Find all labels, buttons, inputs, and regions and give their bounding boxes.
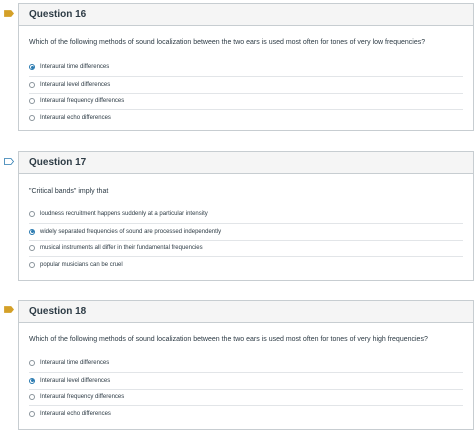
flag-filled-icon[interactable] — [4, 10, 14, 17]
radio-icon[interactable] — [29, 211, 35, 217]
answer-option[interactable] — [29, 256, 463, 273]
answer-option[interactable] — [29, 372, 463, 389]
question-prompt: "Critical bands" imply that — [29, 188, 109, 195]
answer-option[interactable] — [29, 76, 463, 93]
answer-option[interactable] — [29, 206, 463, 223]
question-header — [19, 301, 473, 323]
question-18-card — [18, 300, 474, 430]
answer-option[interactable] — [29, 355, 463, 372]
question-16-card — [18, 3, 474, 131]
question-title: Question 18 — [29, 306, 87, 317]
radio-icon[interactable] — [29, 360, 35, 366]
question-header — [19, 152, 473, 174]
radio-selected-icon[interactable] — [29, 378, 35, 384]
question-title: Question 16 — [29, 9, 87, 20]
radio-icon[interactable] — [29, 262, 35, 268]
question-header — [19, 4, 473, 26]
answer-option[interactable] — [29, 93, 463, 110]
answer-label: Interaural frequency differences — [40, 98, 125, 105]
answer-label: Interaural frequency differences — [40, 394, 125, 401]
answer-option[interactable] — [29, 389, 463, 406]
question-prompt: Which of the following methods of sound localization between the two ears is used most often for tones of very low frequencies? — [29, 39, 426, 46]
radio-icon[interactable] — [29, 394, 35, 400]
answer-label: widely separated frequencies of sound are processed independently — [40, 228, 222, 235]
radio-selected-icon[interactable] — [29, 64, 35, 70]
question-title: Question 17 — [29, 157, 87, 168]
radio-icon[interactable] — [29, 115, 35, 121]
answer-label: loudness recruitment happens suddenly at a particular intensity — [40, 211, 208, 218]
answer-option[interactable] — [29, 109, 463, 126]
flag-outline-icon[interactable] — [4, 158, 14, 165]
question-prompt: Which of the following methods of sound localization between the two ears is used most often for tones of very high frequencies? — [29, 336, 428, 343]
answer-option[interactable] — [29, 240, 463, 257]
radio-icon[interactable] — [29, 82, 35, 88]
answer-label: Interaural time differences — [40, 360, 110, 367]
answer-label: musical instruments all differ in their fundamental frequencies — [40, 245, 203, 252]
question-17-card — [18, 151, 474, 281]
radio-icon[interactable] — [29, 98, 35, 104]
answer-option[interactable] — [29, 59, 463, 76]
answer-label: Interaural echo differences — [40, 115, 111, 122]
flag-filled-icon[interactable] — [4, 306, 14, 313]
answer-option[interactable] — [29, 223, 463, 240]
radio-icon[interactable] — [29, 411, 35, 417]
answer-list — [29, 355, 463, 422]
radio-icon[interactable] — [29, 245, 35, 251]
answer-option[interactable] — [29, 405, 463, 422]
answer-label: Interaural echo differences — [40, 411, 111, 418]
answer-list — [29, 206, 463, 273]
answer-label: Interaural time differences — [40, 64, 110, 71]
answer-label: popular musicians can be cruel — [40, 262, 123, 269]
radio-selected-icon[interactable] — [29, 229, 35, 235]
answer-label: Interaural level differences — [40, 81, 111, 88]
answer-list — [29, 59, 463, 126]
answer-label: Interaural level differences — [40, 377, 111, 384]
